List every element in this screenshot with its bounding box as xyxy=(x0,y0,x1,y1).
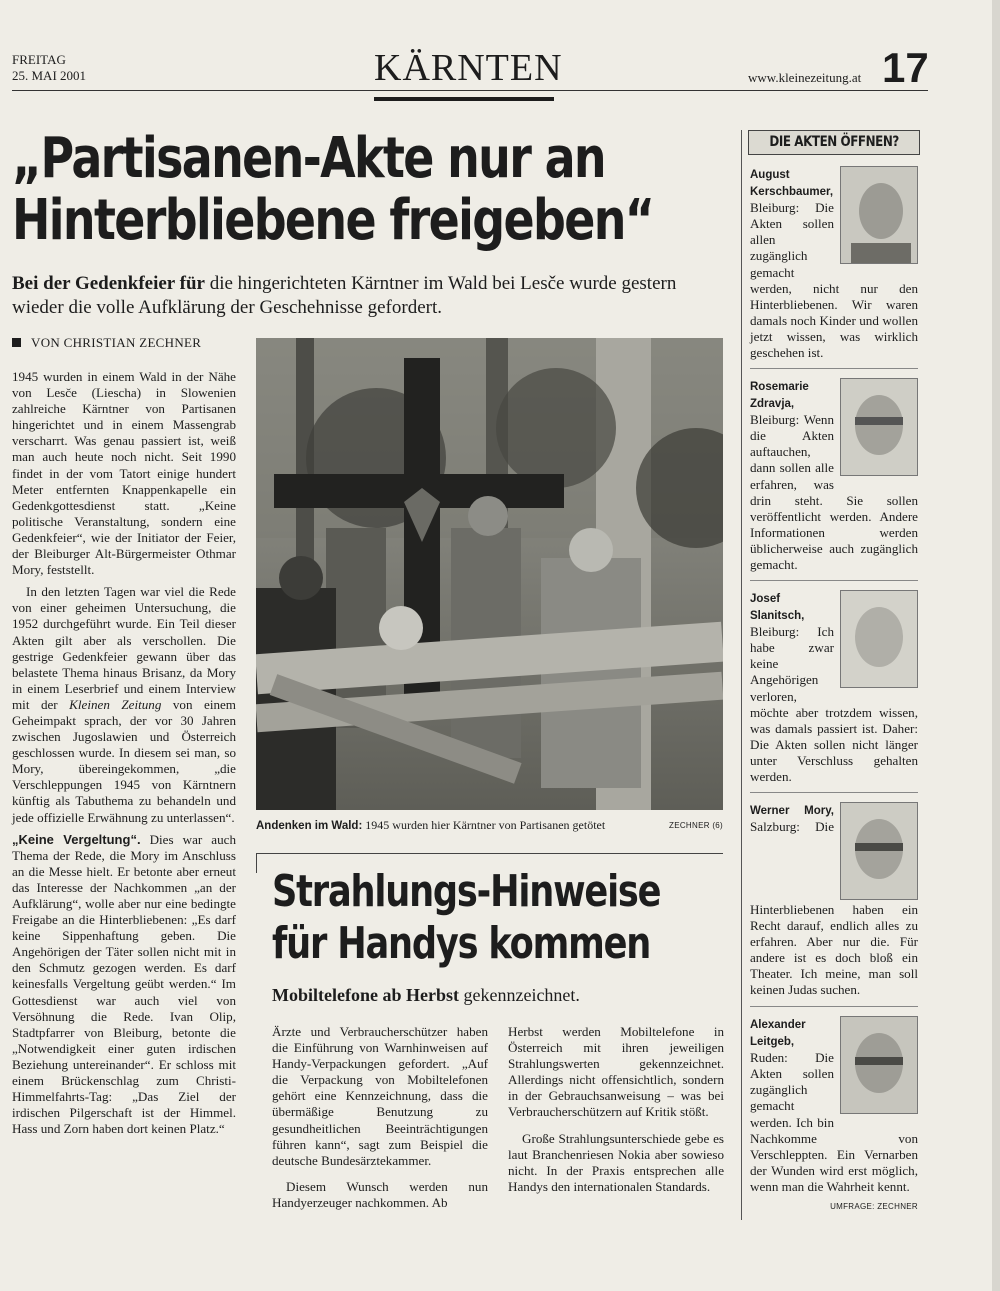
portrait-photo xyxy=(840,378,918,476)
issue-date-text: 25. MAI 2001 xyxy=(12,68,87,83)
survey-separator xyxy=(750,368,918,369)
person-portrait-icon xyxy=(841,379,917,475)
survey-separator xyxy=(750,1006,918,1007)
sidebar-rule xyxy=(741,130,742,1220)
scan-edge xyxy=(992,0,1000,1291)
portrait-photo xyxy=(840,1016,918,1114)
section-title: KÄRNTEN xyxy=(374,47,563,89)
respondent-name: August Kerschbaumer, xyxy=(750,169,834,199)
article2-top-rule xyxy=(256,853,723,854)
article1-byline xyxy=(12,335,201,351)
respondent-answer: Bleiburg: Wenn die Akten auftauchen, dann sollen alle erfahren, was drin steht. Sie sollen veröffentlicht werden. Andere Informationen werden üblicherweise auch zugänglich gemacht. xyxy=(750,412,918,573)
respondent-name: Josef Slanitsch, xyxy=(750,593,805,623)
website-url: www.kleinezeitung.at xyxy=(748,70,862,85)
article1-kicker: „Keine Vergeltung“. xyxy=(12,831,141,847)
survey-title-text: DIE AKTEN ÖFFNEN? xyxy=(769,134,899,150)
header-rule xyxy=(12,90,928,91)
article2-colA-paragraph-1: Ärzte und Verbraucherschützer haben die Einführung von Warnhinweisen auf Handy-Verpackungen gefordert. „Auf die Verpackung von Mobiltelefonen gehört eine Kennzeichnung, dass die übermäßige Benutzung zu gesundheitlichen Beeinträchtigungen führen kann“, sagt zum Beispiel die deutsche Bundesärztekammer. xyxy=(272,1024,488,1168)
respondent-name: Rosemarie Zdravja, xyxy=(750,381,809,411)
article1-p2-newspaper-name: Kleinen Zeitung xyxy=(69,696,162,712)
survey-entry xyxy=(750,378,918,573)
article2-headline xyxy=(272,866,661,970)
person-portrait-icon xyxy=(841,1017,917,1113)
section-underline xyxy=(374,97,554,101)
article2-column-b xyxy=(508,1024,724,1195)
survey-separator xyxy=(750,580,918,581)
article2-subhead-rest: gekennzeichnet. xyxy=(458,985,580,1005)
byline-square-icon xyxy=(12,338,21,347)
article2-colB-paragraph-1: Herbst werden Mobiltelefone in Österreich mit ihren jeweiligen Strahlungswerten gekennzeichnet. Allerdings nicht offensichtlich, sondern in der Gebrauchsanweisung – was bei Verbraucherschützern auf Kritik stößt. xyxy=(508,1024,724,1120)
article1-headline-line1: „Partisanen-Akte nur an xyxy=(12,126,605,191)
portrait-photo xyxy=(840,590,918,688)
respondent-answer: Bleiburg: Die Akten sollen allen zugänglich gemacht werden, nicht nur den Hinterbliebenen. Wir waren damals noch Kinder und wollen jetzt wissen, was wirklich geschehen ist. xyxy=(750,200,918,361)
person-portrait-icon xyxy=(841,803,917,899)
respondent-answer: Salzburg: Die Hinterbliebenen haben ein Recht darauf, endlich alles zu erfahren. Aber nur die. Für andere ist es doch bloß ein Theater. Ich meine, man soll keinen Judas suchen. xyxy=(750,819,918,998)
survey-separator xyxy=(750,792,918,793)
person-portrait-icon xyxy=(841,167,917,263)
article1-column xyxy=(12,369,236,1137)
article1-paragraph-3 xyxy=(12,832,236,1138)
article1-paragraph-1: 1945 wurden in einem Wald in der Nähe von Lesče (Liescha) in Slowenien zahlreiche Kärntner von Partisanen hingerichtet und in einem Massengrab verscharrt. Was genau passiert ist, weiß man auch heute noch nicht. Seit 1990 findet in der vom Tatort einige hundert Meter entfernten Knappenkapelle ein Gedenkgottesdienst statt. „Keine politische Veranstaltung, sondern eine Gedenkfeier“, wie der Initiator der Feier, der Bleiburger Alt-Bürgermeister Othmar Mory, feststellt. xyxy=(12,369,236,578)
article1-p2-start: In den letzten Tagen war viel die Rede von einer geheimen Untersuchung, die 1952 durchgeführt wurde. Ein Teil dieser Akten gilt aber als verschollen. Die gestrige Gedenkfeier gewann über das belastete Thema hinaus Brisanz, da Mory in einem Leserbrief und einem Interview mit der xyxy=(12,584,236,712)
person-portrait-icon xyxy=(841,591,917,687)
article1-subhead-bold: Bei der Gedenkfeier für xyxy=(12,273,205,294)
article2-colA-paragraph-2: Diesem Wunsch werden nun Handyerzeuger nachkommen. Ab xyxy=(272,1178,488,1210)
article1-headline-line2: Hinterbliebene freigeben“ xyxy=(12,188,654,253)
article1-subhead xyxy=(12,272,727,320)
photo-caption xyxy=(256,818,723,833)
article2-column-a xyxy=(272,1024,488,1211)
respondent-name: Alexander Leitgeb, xyxy=(750,1019,806,1049)
article1-headline xyxy=(12,126,654,253)
article2-corner-rule xyxy=(256,853,257,873)
page-number: 17 xyxy=(882,44,929,91)
survey-entry xyxy=(750,590,918,785)
article2-subhead-bold: Mobiltelefone ab Herbst xyxy=(272,985,459,1005)
survey-entry xyxy=(750,166,918,361)
portrait-photo xyxy=(840,166,918,264)
article2-subhead xyxy=(272,985,712,1006)
article1-paragraph-2 xyxy=(12,584,236,825)
issue-date xyxy=(12,52,86,84)
article2-headline-line2: für Handys kommen xyxy=(272,918,651,969)
respondent-answer: Ruden: Die Akten sollen zugänglich gemacht werden. Ich bin Nachkomme von Verschleppten. Ein Vernarben der Wunden wird erst möglich, wenn man die Wahrheit kennt. xyxy=(750,1050,918,1194)
article2-headline-line1: Strahlungs-Hinweise xyxy=(272,866,661,917)
issue-day: FREITAG xyxy=(12,52,66,67)
byline-text: VON CHRISTIAN ZECHNER xyxy=(31,335,202,350)
article2-colB-paragraph-2: Große Strahlungsunterschiede gebe es laut Branchenriesen Nokia aber sowieso nicht. In der Praxis entsprechen alle Handys den internationalen Standards. xyxy=(508,1130,724,1194)
article1-p2-end: von einem Geheimpakt sprach, der vor 30 Jahren zwischen Jugoslawien und Österreich geschlossen wurde. In diesem sei man, so Mory, übereingekommen, „die Verschleppungen 1945 von Kärntnern künftig als Tabuthema zu behandeln und jede offizielle Erwähnung zu unterlassen“. xyxy=(12,696,236,825)
caption-text: 1945 wurden hier Kärntner von Partisanen getötet xyxy=(362,818,606,832)
article1-subhead-rest: die hingerichteten Kärntner im Wald bei Lesče wurde gestern wieder die volle Aufklärung der Geschehnisse gefordert. xyxy=(12,273,677,318)
article1-p3-text: Dies war auch Thema der Rede, die Mory im Anschluss an die Messe hielt. Er betonte aber erneut das Interesse der Nachkommen „an der Aufklärung“, wolle aber nur eine bedingte Freigabe an die Hinterbliebenen: „Es darf keine Sippenhaftung geben. Die Angehörigen der Täter sollen nicht mit in den Schmutz gezogen werden. Es darf keinesfalls Vergeltung geübt werden.“ Im Gottesdienst war auch viel von Versöhnung die Rede. Ivan Olip, Stadtpfarrer von Bleiburg, betonte die „Notwendigkeit einer guten irdischen Beziehung untereinander“. Er schloss mit einem Brückenschlag zum Christi-Himmelfahrts-Tag: „Das Ziel der irdischen Pilgerschaft ist der Himmel. Hass und Zorn haben dort keinen Platz.“ xyxy=(12,831,236,1137)
survey-credit: UMFRAGE: ZECHNER xyxy=(830,1202,918,1212)
survey-title xyxy=(748,130,920,155)
forest-cross-scene-icon xyxy=(256,338,723,810)
photo-credit: ZECHNER (6) xyxy=(669,821,723,830)
respondent-name: Werner Mory, xyxy=(750,805,834,817)
memorial-cross-photo xyxy=(256,338,723,810)
survey-entry xyxy=(750,1016,918,1215)
caption-lead: Andenken im Wald: xyxy=(256,820,363,832)
portrait-photo xyxy=(840,802,918,900)
survey-entry xyxy=(750,802,918,999)
respondent-answer: Bleiburg: Ich habe zwar keine Angehörigen verloren, möchte aber trotzdem wissen, was damals passiert ist. Daher: Die Akten sollen nicht länger unter Verschluss gehalten werden. xyxy=(750,624,918,785)
